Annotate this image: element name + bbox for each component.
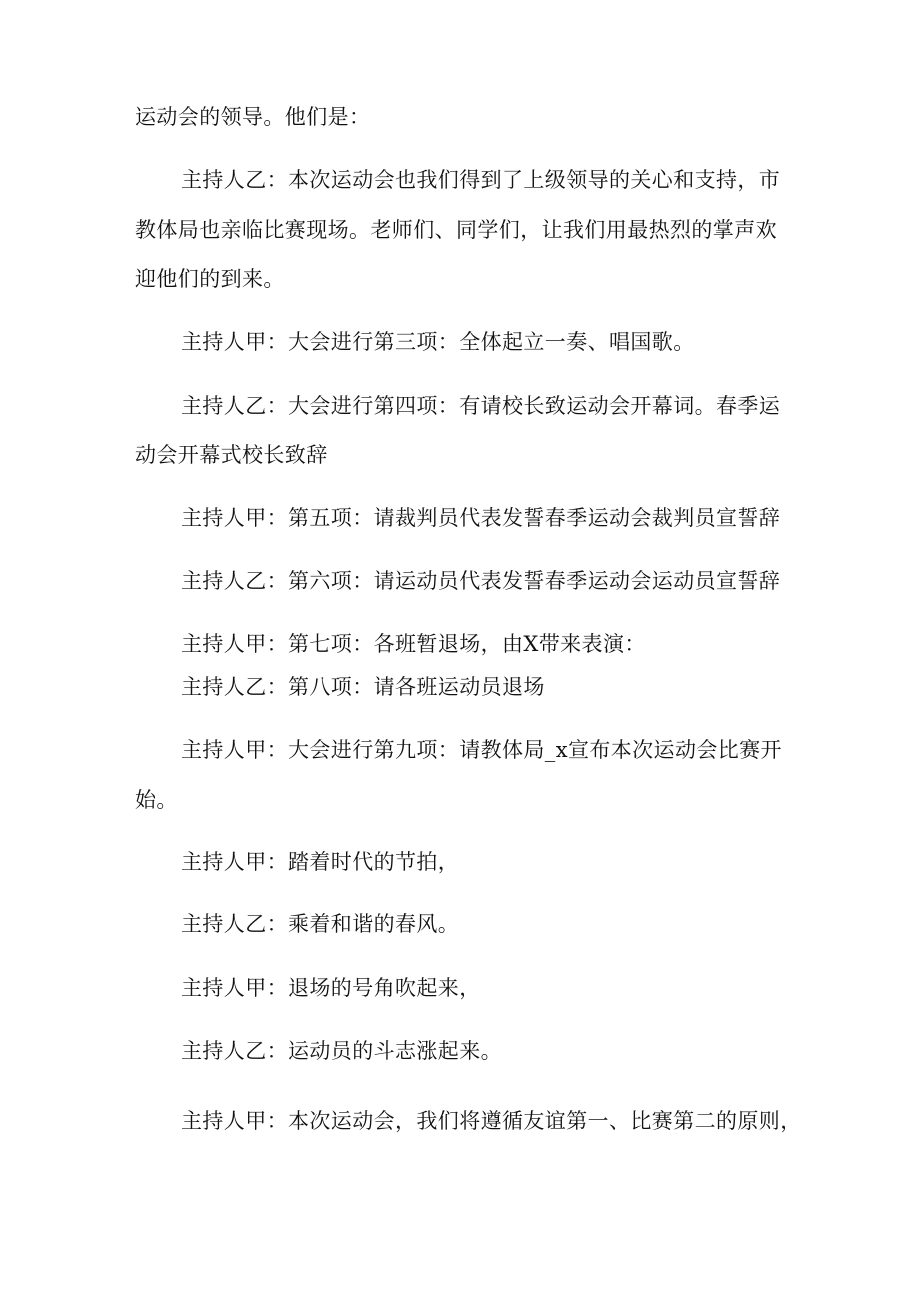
text-line: 主持人甲：本次运动会，我们将遵循友谊第一、比赛第二的原则， (181, 1109, 802, 1133)
text-line: 教体局也亲临比赛现场。老师们、同学们，让我们用最热烈的掌声欢 (135, 218, 777, 242)
text-line: 主持人乙：乘着和谐的春风。 (181, 912, 460, 936)
text-line: 主持人甲：第七项：各班暂退场，由X带来表演： (181, 632, 646, 656)
text-line: 始。 (135, 788, 178, 812)
text-line: 主持人甲：退场的号角吹起来， (181, 976, 481, 1000)
text-line: 主持人乙：第八项：请各班运动员退场 (181, 675, 545, 699)
text-line: 主持人乙：第六项：请运动员代表发誓春季运动会运动员宣誓辞 (181, 569, 781, 593)
text-line: 动会开幕式校长致辞 (135, 443, 328, 467)
text-line: 主持人乙：运动员的斗志涨起来。 (181, 1039, 502, 1063)
text-line: 主持人甲：第五项：请裁判员代表发誓春季运动会裁判员宣誓辞 (181, 506, 781, 530)
text-line: 主持人甲：踏着时代的节拍， (181, 850, 460, 874)
text-line: 运动会的领导。他们是： (135, 105, 371, 129)
text-line: 主持人甲：大会进行第九项：请教体局_x宣布本次运动会比赛开 (181, 738, 782, 762)
text-line: 主持人乙：本次运动会也我们得到了上级领导的关心和支持，市 (181, 168, 781, 192)
text-line: 主持人甲：大会进行第三项：全体起立一奏、唱国歌。 (181, 330, 695, 354)
text-line: 迎他们的到来。 (135, 267, 285, 291)
text-line: 主持人乙：大会进行第四项：有请校长致运动会开幕词。春季运 (181, 394, 781, 418)
